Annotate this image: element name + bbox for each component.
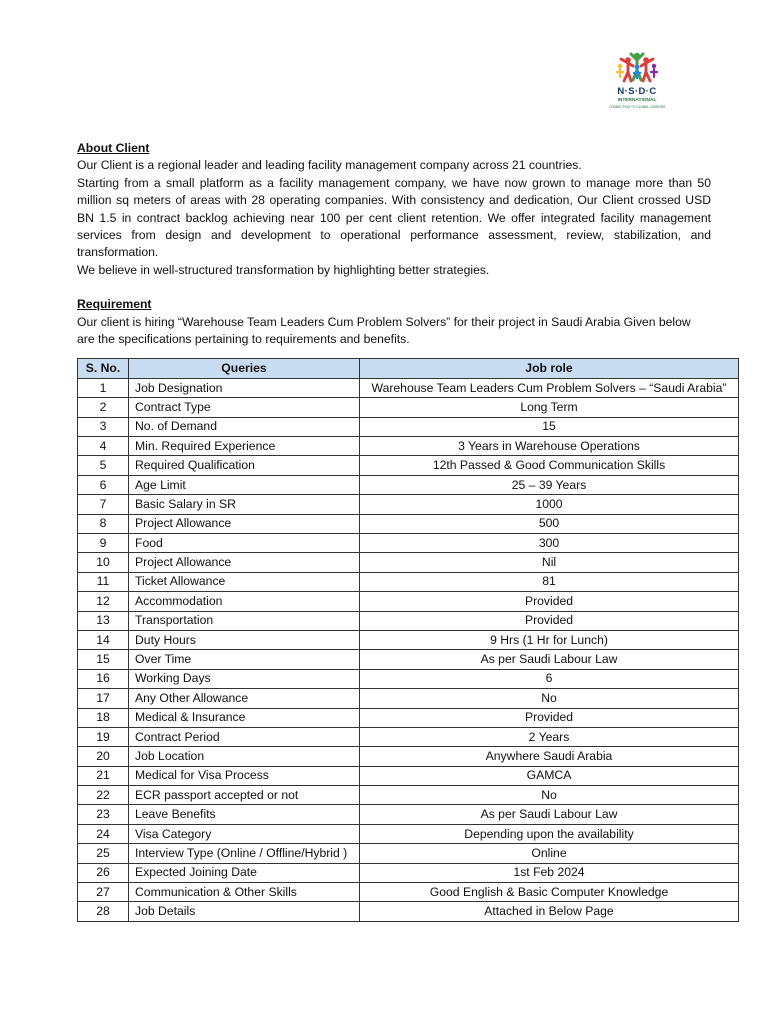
table-row bbox=[78, 708, 739, 727]
table-row bbox=[78, 475, 739, 494]
table-row bbox=[78, 398, 739, 417]
row-sno: 3 bbox=[78, 417, 129, 436]
row-sno: 1 bbox=[78, 378, 129, 397]
row-job-role: Good English & Basic Computer Knowledge bbox=[360, 883, 739, 902]
header-queries: Queries bbox=[129, 359, 360, 378]
row-sno: 7 bbox=[78, 495, 129, 514]
row-job-role: Provided bbox=[360, 611, 739, 630]
row-query: Ticket Allowance bbox=[129, 572, 360, 591]
document-body bbox=[77, 140, 727, 922]
row-job-role: Provided bbox=[360, 708, 739, 727]
row-sno: 11 bbox=[78, 572, 129, 591]
table-row bbox=[78, 844, 739, 863]
table-row bbox=[78, 533, 739, 552]
table-row bbox=[78, 514, 739, 533]
row-job-role: Warehouse Team Leaders Cum Problem Solvers – “Saudi Arabia” bbox=[360, 378, 739, 397]
row-query: No. of Demand bbox=[129, 417, 360, 436]
row-sno: 6 bbox=[78, 475, 129, 494]
row-query: Visa Category bbox=[129, 824, 360, 843]
row-job-role: 81 bbox=[360, 572, 739, 591]
row-sno: 16 bbox=[78, 669, 129, 688]
row-sno: 14 bbox=[78, 630, 129, 649]
row-query: Medical & Insurance bbox=[129, 708, 360, 727]
row-job-role: 2 Years bbox=[360, 727, 739, 746]
table-row bbox=[78, 592, 739, 611]
row-job-role: 300 bbox=[360, 533, 739, 552]
row-job-role: 6 bbox=[360, 669, 739, 688]
row-sno: 5 bbox=[78, 456, 129, 475]
table-row bbox=[78, 456, 739, 475]
table-row bbox=[78, 669, 739, 688]
row-job-role: No bbox=[360, 689, 739, 708]
table-row bbox=[78, 727, 739, 746]
logo-name: N·S·D·C bbox=[617, 86, 657, 97]
row-sno: 15 bbox=[78, 650, 129, 669]
row-job-role: Attached in Below Page bbox=[360, 902, 739, 921]
row-query: Interview Type (Online / Offline/Hybrid ) bbox=[129, 844, 360, 863]
about-client-paragraph: Starting from a small platform as a facility management company, we have now grown to manage more than 50 million sq meters of areas with 28 operating companies. With consistency and dedication, Our Client crossed USD BN 1.5 in contract backlog achieving near 100 per cent client retention. We offer integrated facility management services from design and development to operational performance assessment, review, stabilization, and transformation. bbox=[77, 175, 711, 260]
table-row bbox=[78, 786, 739, 805]
row-query: Age Limit bbox=[129, 475, 360, 494]
row-job-role: 1st Feb 2024 bbox=[360, 863, 739, 882]
table-row bbox=[78, 437, 739, 456]
table-row bbox=[78, 572, 739, 591]
header-sno: S. No. bbox=[78, 359, 129, 378]
table-row bbox=[78, 650, 739, 669]
row-query: Basic Salary in SR bbox=[129, 495, 360, 514]
row-query: Transportation bbox=[129, 611, 360, 630]
table-row bbox=[78, 883, 739, 902]
row-job-role: No bbox=[360, 786, 739, 805]
row-query: Required Qualification bbox=[129, 456, 360, 475]
row-sno: 20 bbox=[78, 747, 129, 766]
row-sno: 12 bbox=[78, 592, 129, 611]
row-query: ECR passport accepted or not bbox=[129, 786, 360, 805]
row-job-role: 1000 bbox=[360, 495, 739, 514]
requirement-text: Our client is hiring “Warehouse Team Leaders Cum Problem Solvers” for their project in Saudi Arabia Given below are the specifications pertaining to requirements and benefits. bbox=[77, 314, 691, 347]
row-sno: 2 bbox=[78, 398, 129, 417]
table-row bbox=[78, 902, 739, 921]
about-client-line2: We believe in well-structured transformation by highlighting better strategies. bbox=[77, 262, 490, 277]
row-sno: 28 bbox=[78, 902, 129, 921]
row-job-role: 500 bbox=[360, 514, 739, 533]
row-sno: 13 bbox=[78, 611, 129, 630]
row-job-role: Nil bbox=[360, 553, 739, 572]
row-query: Contract Period bbox=[129, 727, 360, 746]
row-job-role: As per Saudi Labour Law bbox=[360, 805, 739, 824]
row-sno: 18 bbox=[78, 708, 129, 727]
table-row bbox=[78, 495, 739, 514]
row-query: Job Designation bbox=[129, 378, 360, 397]
requirement-heading: Requirement bbox=[77, 297, 152, 312]
row-sno: 25 bbox=[78, 844, 129, 863]
header-job-role: Job role bbox=[360, 359, 739, 378]
row-query: Working Days bbox=[129, 669, 360, 688]
row-query: Accommodation bbox=[129, 592, 360, 611]
row-sno: 21 bbox=[78, 766, 129, 785]
row-job-role: 12th Passed & Good Communication Skills bbox=[360, 456, 739, 475]
row-job-role: GAMCA bbox=[360, 766, 739, 785]
row-job-role: 9 Hrs (1 Hr for Lunch) bbox=[360, 630, 739, 649]
row-sno: 26 bbox=[78, 863, 129, 882]
row-sno: 23 bbox=[78, 805, 129, 824]
table-row bbox=[78, 863, 739, 882]
row-sno: 27 bbox=[78, 883, 129, 902]
row-sno: 9 bbox=[78, 533, 129, 552]
people-figures-icon bbox=[606, 50, 668, 86]
row-sno: 24 bbox=[78, 824, 129, 843]
row-sno: 19 bbox=[78, 727, 129, 746]
about-client-heading: About Client bbox=[77, 141, 150, 155]
row-sno: 10 bbox=[78, 553, 129, 572]
table-row bbox=[78, 747, 739, 766]
about-client-line1: Our Client is a regional leader and leading facility management company across 21 countries. bbox=[77, 158, 582, 173]
row-query: Min. Required Experience bbox=[129, 437, 360, 456]
table-row bbox=[78, 805, 739, 824]
row-job-role: 3 Years in Warehouse Operations bbox=[360, 437, 739, 456]
row-sno: 22 bbox=[78, 786, 129, 805]
table-row bbox=[78, 417, 739, 436]
row-job-role: Online bbox=[360, 844, 739, 863]
table-row bbox=[78, 553, 739, 572]
row-job-role: Provided bbox=[360, 592, 739, 611]
row-job-role: 15 bbox=[360, 417, 739, 436]
row-job-role: Long Term bbox=[360, 398, 739, 417]
table-row bbox=[78, 378, 739, 397]
row-query: Duty Hours bbox=[129, 630, 360, 649]
logo-tagline: CONNECTING TO GLOBAL CAREERS bbox=[608, 105, 666, 109]
row-job-role: Depending upon the availability bbox=[360, 824, 739, 843]
row-query: Over Time bbox=[129, 650, 360, 669]
row-query: Job Details bbox=[129, 902, 360, 921]
table-header-row bbox=[78, 359, 739, 378]
row-query: Medical for Visa Process bbox=[129, 766, 360, 785]
table-row bbox=[78, 766, 739, 785]
table-row bbox=[78, 824, 739, 843]
row-query: Any Other Allowance bbox=[129, 689, 360, 708]
table-row bbox=[78, 611, 739, 630]
row-query: Communication & Other Skills bbox=[129, 883, 360, 902]
row-job-role: As per Saudi Labour Law bbox=[360, 650, 739, 669]
logo-subtitle: INTERNATIONAL bbox=[617, 98, 657, 103]
row-job-role: Anywhere Saudi Arabia bbox=[360, 747, 739, 766]
row-query: Leave Benefits bbox=[129, 805, 360, 824]
row-sno: 4 bbox=[78, 437, 129, 456]
row-query: Project Allowance bbox=[129, 514, 360, 533]
table-row bbox=[78, 689, 739, 708]
row-query: Expected Joining Date bbox=[129, 863, 360, 882]
specifications-table bbox=[77, 358, 739, 921]
table-body bbox=[78, 378, 739, 921]
row-sno: 17 bbox=[78, 689, 129, 708]
row-query: Food bbox=[129, 533, 360, 552]
row-job-role: 25 – 39 Years bbox=[360, 475, 739, 494]
nsdc-logo bbox=[606, 50, 668, 114]
row-query: Project Allowance bbox=[129, 553, 360, 572]
table-row bbox=[78, 630, 739, 649]
row-query: Contract Type bbox=[129, 398, 360, 417]
row-query: Job Location bbox=[129, 747, 360, 766]
row-sno: 8 bbox=[78, 514, 129, 533]
